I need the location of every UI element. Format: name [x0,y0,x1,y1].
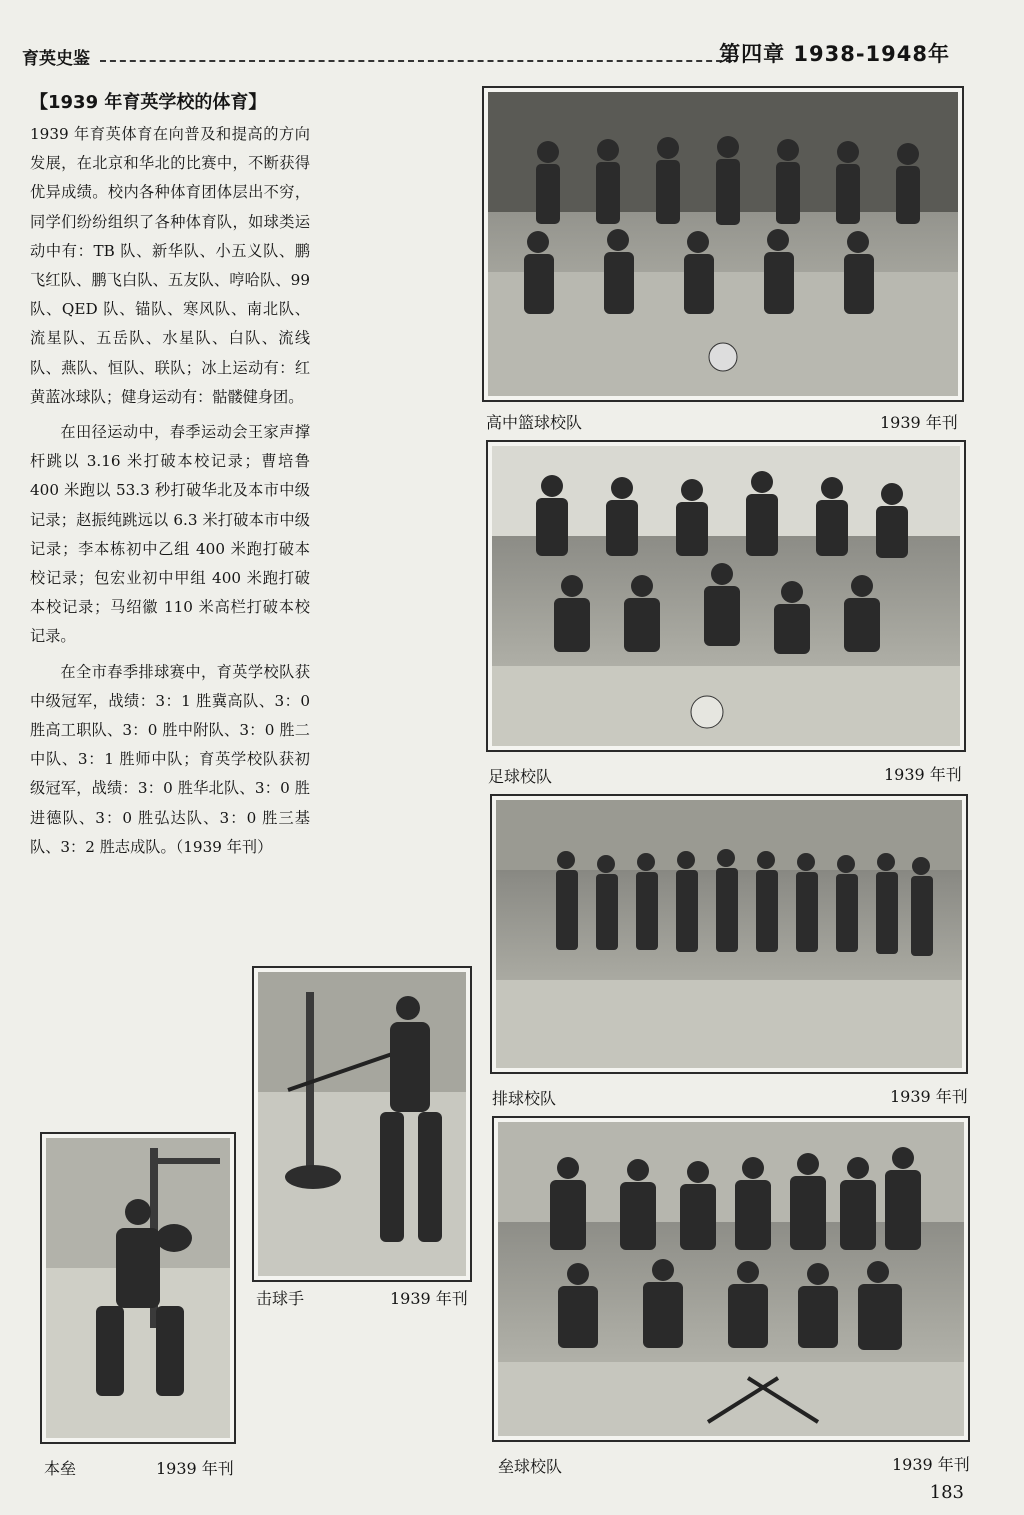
article [30,88,310,868]
photo-caption: 垒球校队 [498,1457,563,1476]
photo-basketball-team [482,86,964,402]
photo-caption: 排球校队 [492,1089,557,1108]
team-photo-image [488,92,958,396]
photo-volleyball-team [490,794,968,1074]
photo-caption: 击球手 [256,1289,305,1308]
photo-batter [252,966,472,1282]
team-photo-image [496,800,962,1068]
article-title: 【1939 年育英学校的体育】 [30,92,267,113]
photo-caption: 本垒 [44,1459,77,1478]
photo-catcher [40,1132,236,1444]
photo-source: 1939 年刊 [156,1459,234,1478]
catcher-photo-image [46,1138,230,1438]
photo-source: 1939 年刊 [390,1289,468,1308]
article-paragraph: 1939 年育英体育在向普及和提高的方向发展，在北京和华北的比赛中，不断获得优异成绩。校内各种体育团体层出不穷，同学们纷纷组织了各种体育队，如球类运动中有：TB 队、新华队、小五义队、鹏飞红队、鹏飞白队、五友队、哼哈队、99 队、QED 队、锚队、寒风队、南北队、流星队、五岳队、水星队、白队、流线队、燕队、恒队、联队；冰上运动有：红黄蓝冰球队；健身运动有：骷髅健身团。 [30,125,310,406]
page-number: 183 [929,1482,964,1503]
chapter-title: 第四章 1938-1948年 [719,42,950,66]
article-paragraph: 在全市春季排球赛中，育英学校队获中级冠军，战绩：3：1 胜冀高队、3：0 胜高工职队、3：0 胜中附队、3：0 胜二中队、3：1 胜师中队；育英学校队获初级冠军，战绩：3：0 胜华北队、3：0 胜进德队、3：0 胜弘达队、3：0 胜三基队、3：2 胜志成队。（1939 年刊） [30,662,310,856]
photo-softball-team [492,1116,970,1442]
photo-source: 1939 年刊 [892,1455,970,1474]
photo-caption: 足球校队 [488,767,553,786]
book-title: 育英史鉴 [22,49,90,69]
photo-source: 1939 年刊 [880,413,958,432]
photo-source: 1939 年刊 [890,1087,968,1106]
batter-photo-image [258,972,466,1276]
team-photo-image [498,1122,964,1436]
team-photo-image [492,446,960,746]
photo-source: 1939 年刊 [884,765,962,784]
header-divider [100,60,732,62]
photo-caption: 高中篮球校队 [486,413,583,432]
photo-football-team [486,440,966,752]
article-paragraph: 在田径运动中，春季运动会王家声撑杆跳以 3.16 米打破本校记录；曹培鲁 400 米跑以 53.3 秒打破华北及本市中级记录；赵振纯跳远以 6.3 米打破本市中级记录；李本栋初中乙组 400 米跑打破本校记录；包宏业初中甲组 400 米跑打破本校记录；马绍徽 110 米高栏打破本校记录。 [30,423,310,646]
